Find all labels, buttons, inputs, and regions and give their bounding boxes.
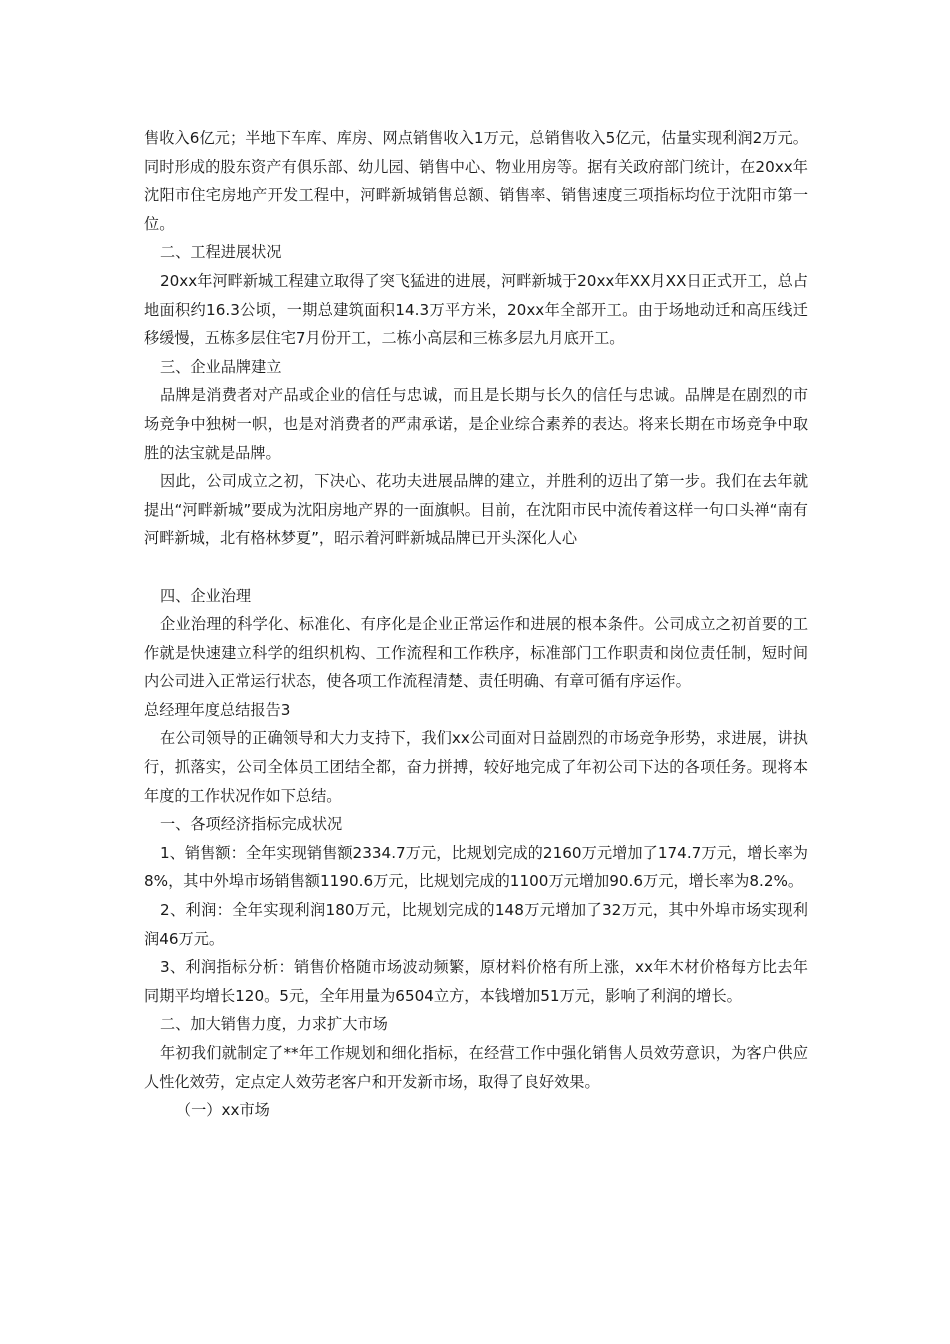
subheading-xx-market: （一）xx市场	[175, 1101, 270, 1120]
paragraph-project-progress: 20xx年河畔新城工程建立取得了突飞猛进的进展，河畔新城于20xx年XX月XX日正式开工，总占地面积约16.3公顷，一期总建筑面积14.3万平方米，20xx年全部开工。由于场地动迁和高压线迁移缓慢，五栋多层住宅7月份开工，二栋小高层和三栋多层九月底开工。	[144, 271, 808, 348]
paragraph-enterprise-management: 企业治理的科学化、标准化、有序化是企业正常运作和进展的根本条件。公司成立之初首要的工作就是快速建立科学的组织机构、工作流程和工作秩序，标准部门工作职责和岗位责任制，短时间内公司进入正常运行状态，使各项工作流程清楚、责任明确、有章可循有序运作。	[144, 615, 808, 691]
paragraph-report-intro: 在公司领导的正确领导和大力支持下，我们xx公司面对日益剧烈的市场竞争形势，求进展，讲执行，抓落实，公司全体员工团结全都，奋力拼搏，较好地完成了年初公司下达的各项任务。现将本年度的工作状况作如下总结。	[144, 729, 808, 805]
paragraph-brand-progress: 因此，公司成立之初，下决心、花功夫进展品牌的建立，并胜利的迈出了第一步。我们在去年就提出“河畔新城”要成为沈阳房地产界的一面旗帜。目前，在沈阳市民中流传着这样一句口头禅“南有河畔新城，北有格林梦夏”，昭示着河畔新城品牌已开头深化人心	[144, 472, 808, 548]
paragraph-annual-plan: 年初我们就制定了**年工作规划和细化指标，在经营工作中强化销售人员效劳意识，为客户供应人性化效劳，定点定人效劳老客户和开发新市场，取得了良好效果。	[144, 1044, 808, 1091]
paragraph-sales-summary: 售收入6亿元；半地下车库、库房、网点销售收入1万元，总销售收入5亿元，估量实现利润2万元。同时形成的股东资产有俱乐部、幼儿园、销售中心、物业用房等。据有关政府部门统计，在20xx年沈阳市住宅房地产开发工程中，河畔新城销售总额、销售率、销售速度三项指标均位于沈阳市第一位。	[144, 129, 808, 233]
heading-expand-market: 二、加大销售力度，力求扩大市场	[159, 1015, 388, 1034]
paragraph-profit-analysis: 3、利润指标分析：销售价格随市场波动频繁，原材料价格有所上涨，xx年木材价格每方比去年同期平均增长120。5元，全年用量为6504立方，本钱增加51万元，影响了利润的增长。	[144, 958, 808, 1005]
heading-economic-indicators: 一、各项经济指标完成状况	[159, 815, 343, 834]
blank-line	[144, 553, 808, 582]
heading-project-progress: 二、工程进展状况	[159, 243, 282, 262]
paragraph-profit: 2、利润：全年实现利润180万元，比规划完成的148万元增加了32万元，其中外埠市场实现利润46万元。	[144, 901, 808, 948]
paragraph-sales-volume: 1、销售额：全年实现销售额2334.7万元，比规划完成的2160万元增加了174.7万元，增长率为8%，其中外埠市场销售额1190.6万元，比规划完成的1100万元增加90.6万元，增长率为8.2%。	[144, 843, 808, 891]
heading-brand-building: 三、企业品牌建立	[159, 357, 282, 376]
paragraph-brand-definition: 品牌是消费者对产品或企业的信任与忠诚，而且是长期与长久的信任与忠诚。品牌是在剧烈的市场竞争中独树一帜，也是对消费者的严肃承诺，是企业综合素养的表达。将来长期在市场竞争中取胜的法宝就是品牌。	[144, 386, 808, 462]
section-title-report-3: 总经理年度总结报告3	[144, 700, 291, 719]
document-page	[144, 124, 808, 1125]
heading-enterprise-management: 四、企业治理	[159, 586, 252, 605]
